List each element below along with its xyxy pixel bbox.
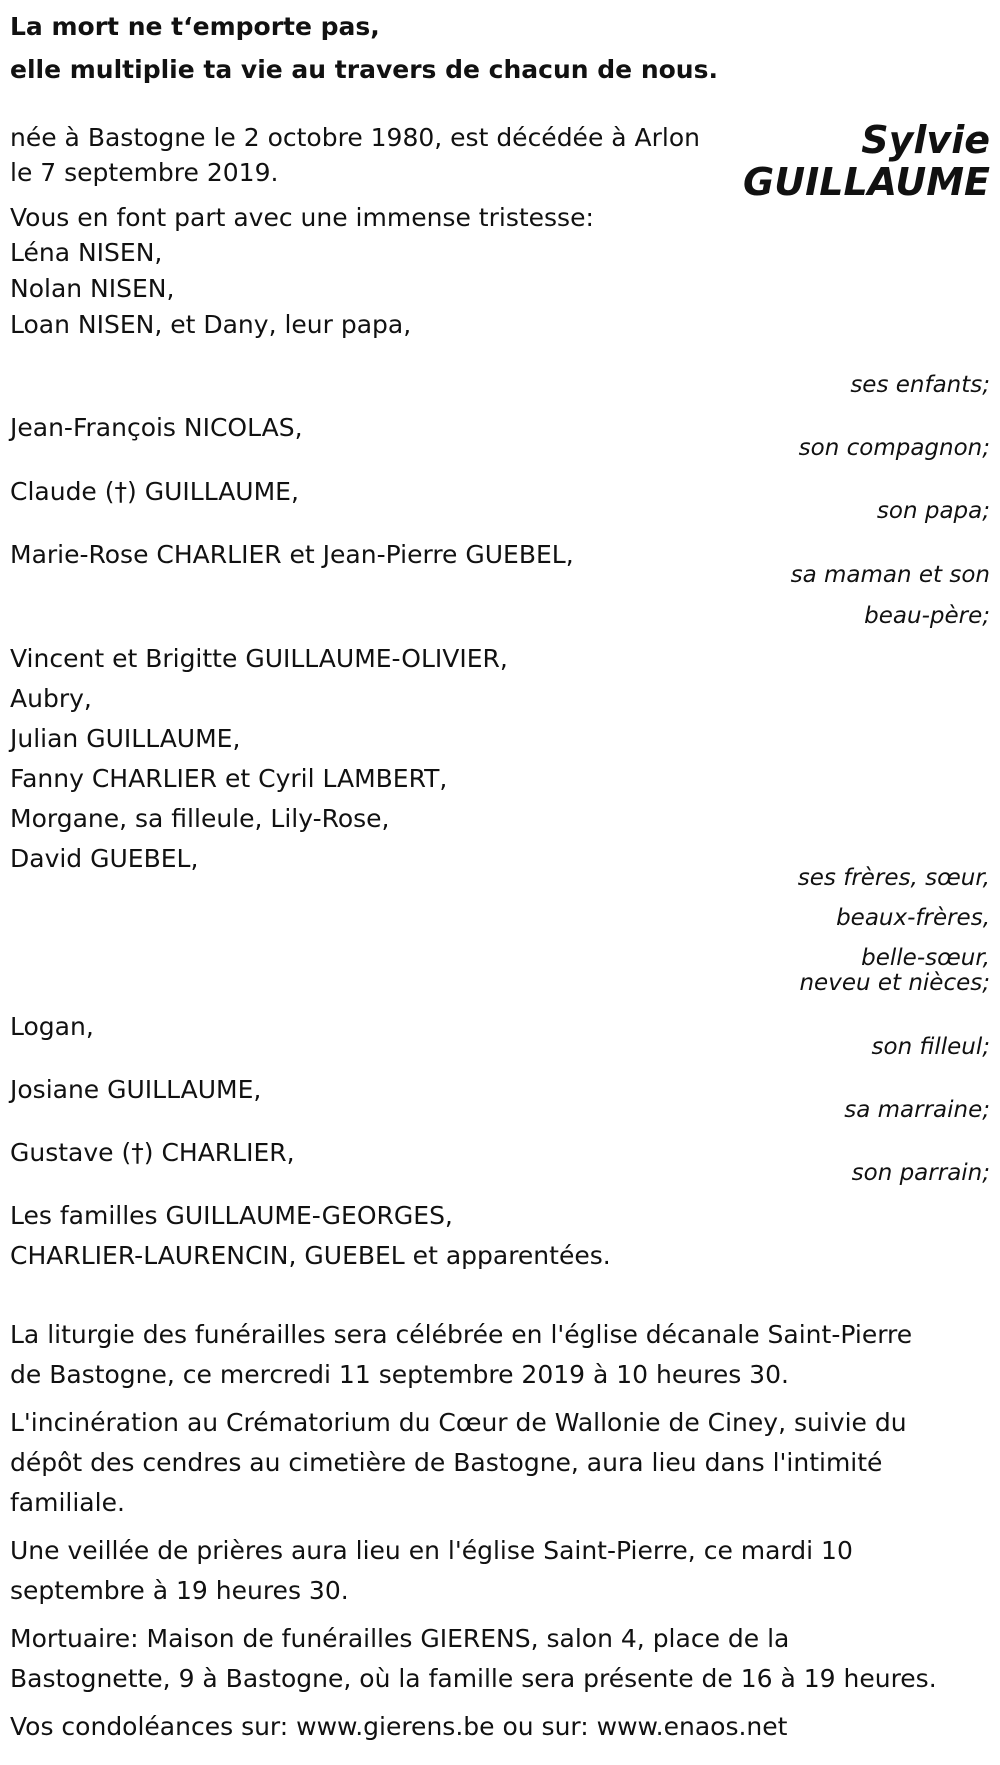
deceased-first-name: Sylvie	[861, 118, 990, 162]
liturgy-line: La liturgie des funérailles sera célébrée en l'église décanale Saint-Pierre	[10, 1320, 913, 1349]
deceased-last-name: GUILLAUME	[743, 160, 990, 204]
sibling-name: Fanny CHARLIER et Cyril LAMBERT,	[10, 764, 448, 793]
cremation-line: L'incinération au Crématorium du Cœur de Wallonie de Ciney, suivie du	[10, 1408, 907, 1437]
quote-line-2: elle multiplie ta vie au travers de chacun de nous.	[10, 55, 718, 84]
birth-line-2: le 7 septembre 2019.	[10, 158, 279, 187]
child-name: Loan NISEN, et Dany, leur papa,	[10, 310, 412, 339]
sibling-name: David GUEBEL,	[10, 844, 199, 873]
child-name: Nolan NISEN,	[10, 274, 175, 303]
godmother-role: sa marraine;	[844, 1097, 990, 1123]
vigil-line: Une veillée de prières aura lieu en l'église Saint-Pierre, ce mardi 10	[10, 1536, 853, 1565]
godmother-name: Josiane GUILLAUME,	[10, 1075, 262, 1104]
father-role: son papa;	[876, 498, 990, 524]
mother-role-line: beau-père;	[864, 603, 990, 629]
vigil-line: septembre à 19 heures 30.	[10, 1576, 349, 1605]
condolences-line: Vos condoléances sur: www.gierens.be ou sur: www.enaos.net	[10, 1712, 788, 1741]
cremation-line: familiale.	[10, 1488, 125, 1517]
godson-role: son filleul;	[871, 1034, 990, 1060]
siblings-role-line: beaux-frères,	[836, 905, 990, 931]
sibling-name: Vincent et Brigitte GUILLAUME-OLIVIER,	[10, 644, 508, 673]
cremation-line: dépôt des cendres au cimetière de Bastogne, aura lieu dans l'intimité	[10, 1448, 883, 1477]
liturgy-line: de Bastogne, ce mercredi 11 septembre 2019 à 10 heures 30.	[10, 1360, 789, 1389]
partner-name: Jean-François NICOLAS,	[10, 413, 303, 442]
birth-line-1: née à Bastogne le 2 octobre 1980, est décédée à Arlon	[10, 123, 701, 152]
sibling-name: Morgane, sa filleule, Lily-Rose,	[10, 804, 390, 833]
godfather-role: son parrain;	[851, 1160, 990, 1186]
partner-role: son compagnon;	[798, 435, 990, 461]
sibling-name: Julian GUILLAUME,	[10, 724, 241, 753]
siblings-role-line: neveu et nièces;	[799, 970, 990, 996]
children-role: ses enfants;	[850, 372, 990, 398]
mortuary-line: Mortuaire: Maison de funérailles GIERENS, salon 4, place de la	[10, 1624, 790, 1653]
siblings-role-line: belle-sœur,	[861, 945, 990, 971]
godfather-name: Gustave (†) CHARLIER,	[10, 1138, 295, 1167]
mother-name: Marie-Rose CHARLIER et Jean-Pierre GUEBEL,	[10, 540, 574, 569]
siblings-role-line: ses frères, sœur,	[797, 865, 990, 891]
child-name: Léna NISEN,	[10, 238, 163, 267]
families-line: Les familles GUILLAUME-GEORGES,	[10, 1201, 453, 1230]
father-name: Claude (†) GUILLAUME,	[10, 477, 299, 506]
mother-role-line: sa maman et son	[790, 562, 990, 588]
mortuary-line: Bastognette, 9 à Bastogne, où la famille sera présente de 16 à 19 heures.	[10, 1664, 937, 1693]
families-line: CHARLIER-LAURENCIN, GUEBEL et apparentées.	[10, 1241, 611, 1270]
quote-line-1: La mort ne t‘emporte pas,	[10, 12, 380, 41]
godson-name: Logan,	[10, 1012, 94, 1041]
intro-text: Vous en font part avec une immense tristesse:	[10, 203, 594, 232]
sibling-name: Aubry,	[10, 684, 92, 713]
